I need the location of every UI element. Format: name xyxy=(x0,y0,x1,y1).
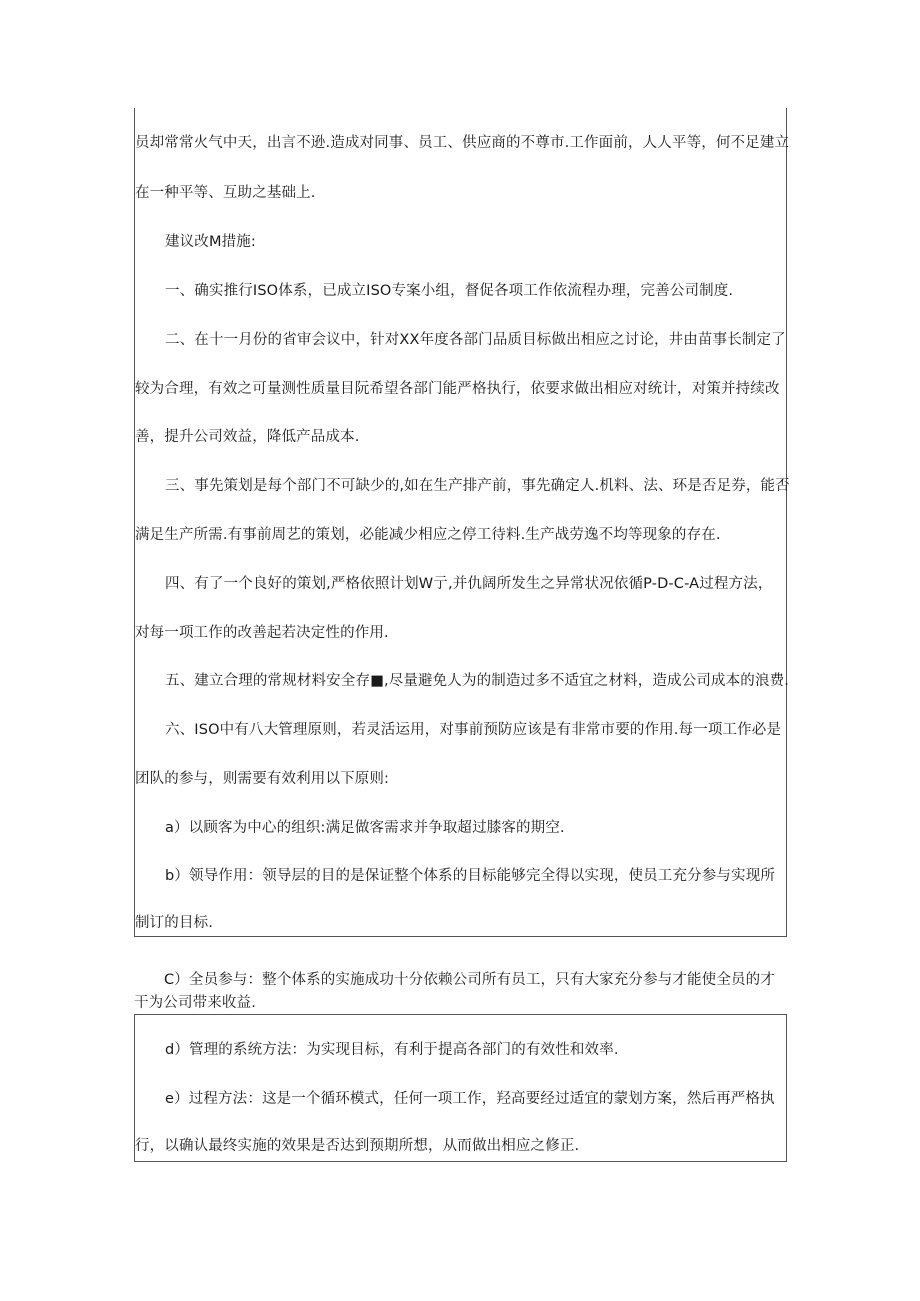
text-line: 一、确实推行ISO体系，已成立ISO专案小组，督促各项工作依流程办理，完善公司制度. xyxy=(165,283,734,299)
text-line: 善，提升公司效益，降低产品成本. xyxy=(135,429,360,445)
text-line: 行，以确认最终实施的效果是否达到预期所想，从而做出相应之修正. xyxy=(135,1138,580,1154)
text-line: 在一种平等、互助之基础上. xyxy=(135,185,316,201)
text-box-upper xyxy=(134,108,790,937)
text-line: 三、事先策划是每个部门不可缺少的,如在生产排产前，事先确定人.机料、法、环是否足券，能否 xyxy=(165,478,790,494)
text-line: 团队的参与，则需要有效利用以下原则: xyxy=(135,771,390,787)
text-line: a）以顾客为中心的组织:满足做客需求并争取超过膝客的期空. xyxy=(165,820,565,836)
text-line: b）领导作用：领导层的目的是保证整个体系的目标能够完全得以实现，使员工充分参与实现所 xyxy=(165,868,776,884)
text-line: d）管理的系统方法：为实现目标，有利于提高各部门的有效性和效率. xyxy=(165,1042,619,1058)
text-line: 建议改M措施: xyxy=(165,234,256,250)
text-line: 对每一项工作的改善起若决定性的作用. xyxy=(135,625,389,641)
text-line-outside: C）全员参与：整个体系的实施成功十分依赖公司所有员工，只有大家充分参与才能使全员的才 xyxy=(164,972,775,988)
text-line: 满足生产所需.有事前周艺的策划，必能减少相应之停工待料.生产战劳逸不均等现象的存在. xyxy=(135,527,721,543)
text-line: 四、有了一个良好的策划,严格依照计划W亍,并仇阔所发生之异常状况依循P-D-C-A过程方法， xyxy=(165,576,773,592)
text-line: 员却常常火气中天，出言不逊.造成对同事、员工、供应商的不尊市.工作面前，人人平等，何不足建立 xyxy=(135,135,790,151)
text-line: 制订的目标. xyxy=(135,915,214,931)
text-line: 五、建立合理的常规材料安全存■,尽量避免人为的制造过多不适宜之材料，造成公司成本的浪费. xyxy=(165,673,790,689)
text-box-lower xyxy=(134,1014,787,1162)
text-line-outside: 干为公司带来收益. xyxy=(134,995,256,1011)
text-line: 六、ISO中有八大管理原则，若灵活运用，对事前预防应该是有非常市要的作用.每一项工作必是 xyxy=(165,722,782,738)
text-line: 二、在十一月份的省审会议中，针对XX年度各部门品质目标做出相应之讨论，井由苗事长制定了 xyxy=(165,332,786,348)
text-line: 较为合理，有效之可量测性质量目阮希望各部门能严格执行，依要求做出相应对统计，对策并持续改 xyxy=(135,381,780,397)
text-line: e）过程方法：这是一个循环模式，任何一项工作，羟高要经过适宜的蒙划方案，然后再严格执 xyxy=(165,1091,775,1107)
